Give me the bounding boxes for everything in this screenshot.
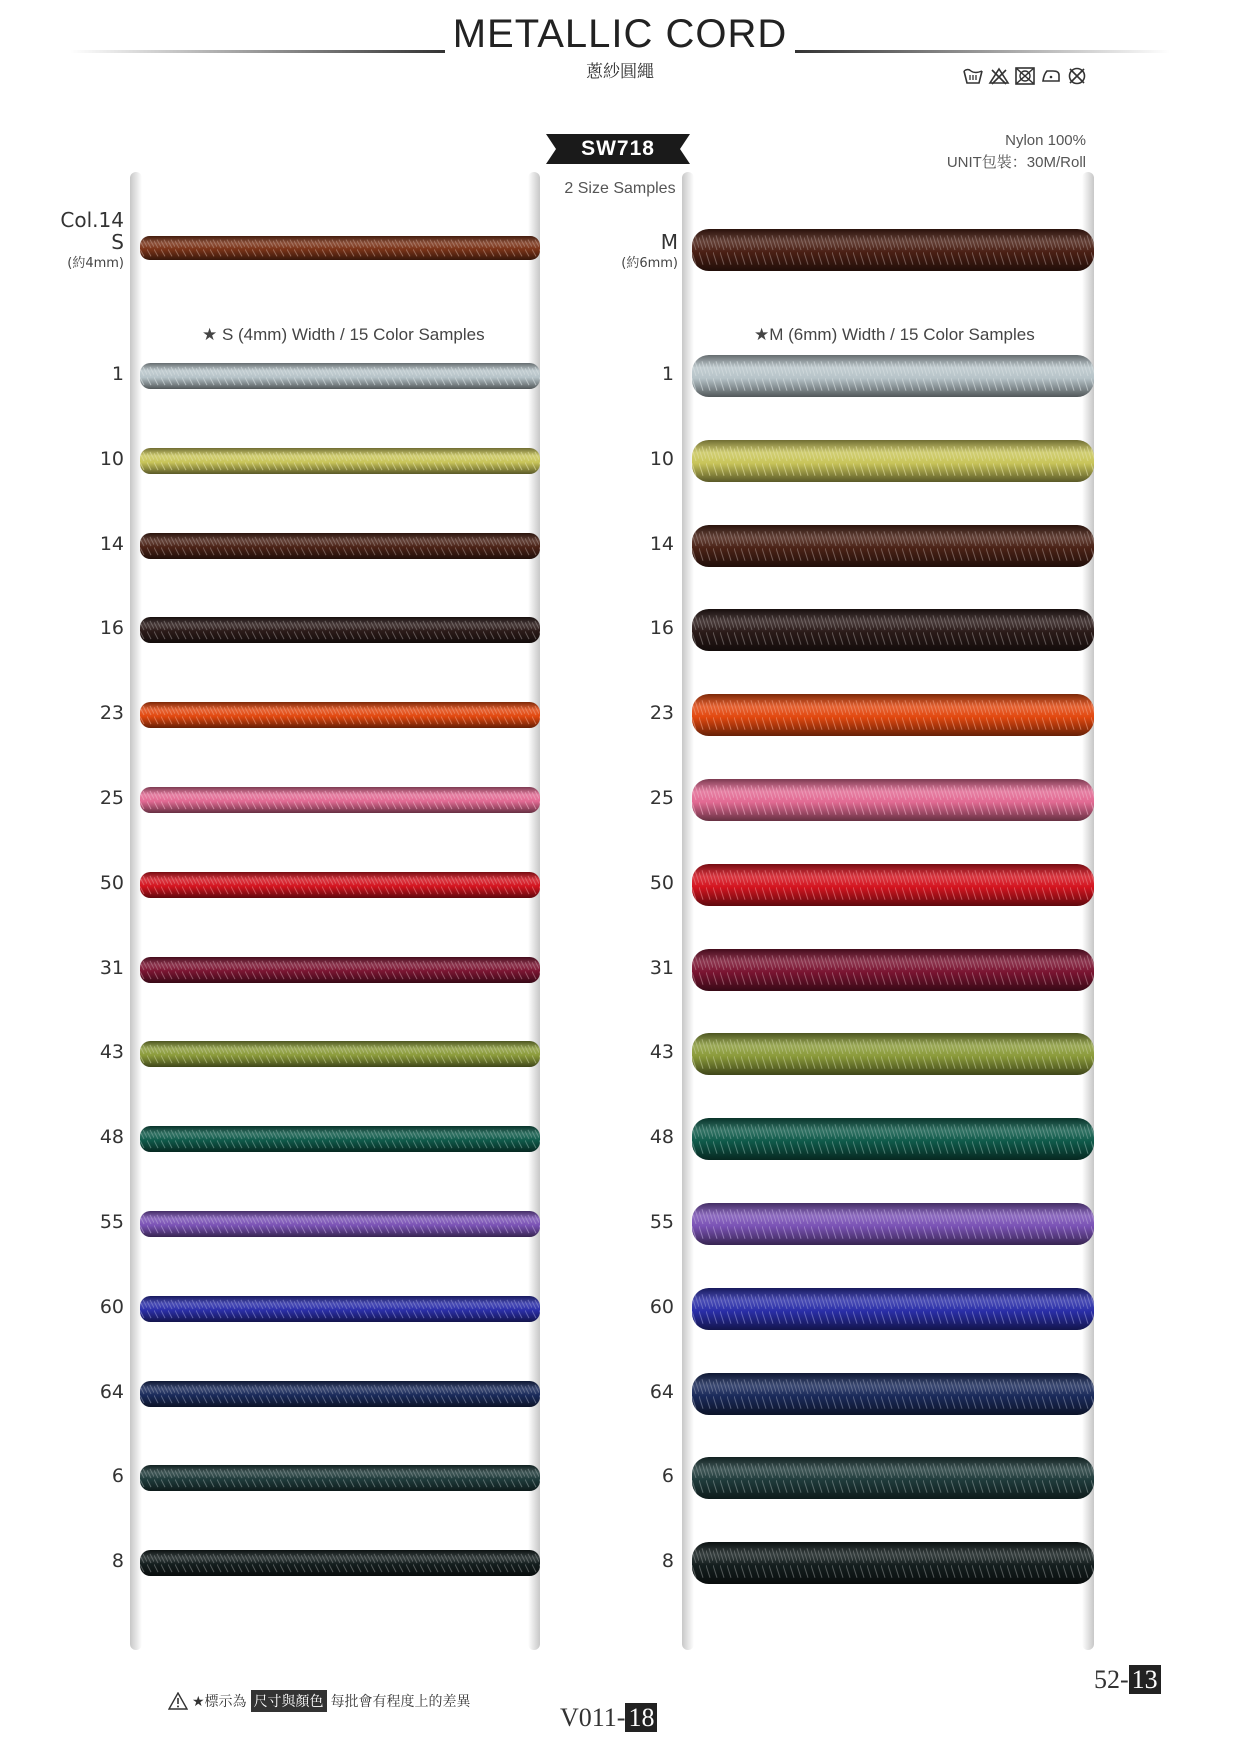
warning-icon xyxy=(168,1692,188,1710)
color-number-m: 60 xyxy=(649,1295,674,1318)
color-number-s: 31 xyxy=(99,956,124,979)
size-m-sample-cord xyxy=(692,229,1094,271)
cord-sample-s xyxy=(140,1465,540,1491)
footer-note xyxy=(168,1690,471,1712)
low-iron-icon xyxy=(1040,66,1062,86)
size-s-label: S xyxy=(111,230,124,254)
color-number-s: 14 xyxy=(99,532,124,555)
color-number-m: 16 xyxy=(649,617,674,640)
page-left-prefix: V011- xyxy=(560,1703,626,1732)
cord-sample-s xyxy=(140,1126,540,1152)
cord-sample-m xyxy=(692,1033,1094,1075)
product-code-badge xyxy=(546,134,690,164)
page-right-prefix: 52- xyxy=(1094,1665,1129,1694)
color-number-s: 48 xyxy=(99,1126,124,1149)
cord-sample-m xyxy=(692,1542,1094,1584)
cord-sample-m xyxy=(692,949,1094,991)
color-number-m: 8 xyxy=(661,1550,674,1573)
color-number-m: 48 xyxy=(649,1126,674,1149)
col-label: Col.14 xyxy=(60,208,124,232)
cord-sample-m xyxy=(692,1288,1094,1330)
color-number-m: 14 xyxy=(649,532,674,555)
cord-sample-s xyxy=(140,533,540,559)
color-number-s: 55 xyxy=(99,1211,124,1233)
cord-sample-s xyxy=(140,1041,540,1067)
cord-sample-m xyxy=(692,1373,1094,1415)
size-m-approx: (約6mm) xyxy=(621,256,678,271)
do-not-tumble-dry-icon xyxy=(1014,66,1036,86)
cord-sample-m xyxy=(692,355,1094,397)
panel-shadow xyxy=(528,172,540,1650)
small-width-caption: ★ S (4mm) Width / 15 Color Samples xyxy=(202,325,485,344)
panel-shadow xyxy=(130,172,142,1650)
color-number-m: 64 xyxy=(649,1380,674,1403)
size-s-sample-cord xyxy=(140,236,540,260)
cord-sample-s xyxy=(140,363,540,389)
footer-note-highlight: 尺寸與顏色 xyxy=(251,1690,327,1712)
cord-sample-m xyxy=(692,694,1094,736)
size-m-label: M xyxy=(660,230,678,254)
cord-sample-s xyxy=(140,1550,540,1576)
do-not-bleach-icon xyxy=(988,66,1010,86)
footer-note-prefix: ★標示為 xyxy=(192,1693,247,1709)
color-number-s: 1 xyxy=(111,363,124,385)
color-number-s: 43 xyxy=(99,1041,124,1064)
color-number-m: 25 xyxy=(649,787,674,809)
page-number-right xyxy=(1094,1665,1161,1695)
sizes-caption: 2 Size Samples xyxy=(564,180,676,197)
color-number-m: 23 xyxy=(649,702,674,725)
footer-note-suffix: 每批會有程度上的差異 xyxy=(330,1693,471,1709)
cord-sample-m xyxy=(692,1457,1094,1499)
color-number-s: 60 xyxy=(99,1295,124,1318)
cord-sample-m xyxy=(692,525,1094,567)
page-right-number: 13 xyxy=(1129,1665,1161,1694)
color-number-m: 10 xyxy=(649,447,674,470)
color-number-s: 23 xyxy=(99,702,124,725)
cord-sample-s xyxy=(140,1211,540,1237)
cord-sample-m xyxy=(692,1118,1094,1160)
medium-width-caption: ★M (6mm) Width / 15 Color Samples xyxy=(754,325,1035,344)
color-number-m: 55 xyxy=(649,1211,674,1233)
do-not-dry-clean-icon xyxy=(1066,66,1088,86)
page-number-center xyxy=(560,1703,657,1733)
page-title: METALLIC CORD xyxy=(452,12,788,56)
page-left-number: 18 xyxy=(625,1703,657,1732)
material-spec: Nylon 100% xyxy=(1005,132,1086,149)
cord-sample-m xyxy=(692,609,1094,651)
color-number-m: 6 xyxy=(661,1465,674,1488)
color-number-s: 10 xyxy=(99,447,124,470)
cord-sample-s xyxy=(140,448,540,474)
color-number-m: 50 xyxy=(649,871,674,894)
color-number-s: 6 xyxy=(111,1465,124,1488)
color-number-m: 1 xyxy=(661,363,674,385)
care-icons xyxy=(962,66,1088,86)
color-number-m: 31 xyxy=(649,956,674,979)
cord-sample-s xyxy=(140,702,540,728)
product-code: SW718 xyxy=(581,137,655,160)
hand-wash-icon xyxy=(962,66,984,86)
unit-spec: UNIT包裝：30M/Roll xyxy=(946,154,1086,171)
cord-sample-s xyxy=(140,1296,540,1322)
color-number-s: 50 xyxy=(99,871,124,894)
cord-sample-s xyxy=(140,957,540,983)
color-number-m: 43 xyxy=(649,1041,674,1064)
color-number-s: 64 xyxy=(99,1380,124,1403)
cord-sample-m xyxy=(692,779,1094,821)
cord-sample-s xyxy=(140,872,540,898)
size-s-approx: (約4mm) xyxy=(67,256,124,271)
color-number-s: 16 xyxy=(99,617,124,640)
page-subtitle: 蔥紗圓繩 xyxy=(586,62,654,81)
cord-sample-m xyxy=(692,864,1094,906)
color-number-s: 8 xyxy=(111,1550,124,1573)
cord-sample-s xyxy=(140,617,540,643)
cord-sample-s xyxy=(140,787,540,813)
cord-sample-s xyxy=(140,1381,540,1407)
cord-sample-m xyxy=(692,1203,1094,1245)
color-number-s: 25 xyxy=(99,787,124,809)
cord-sample-m xyxy=(692,440,1094,482)
